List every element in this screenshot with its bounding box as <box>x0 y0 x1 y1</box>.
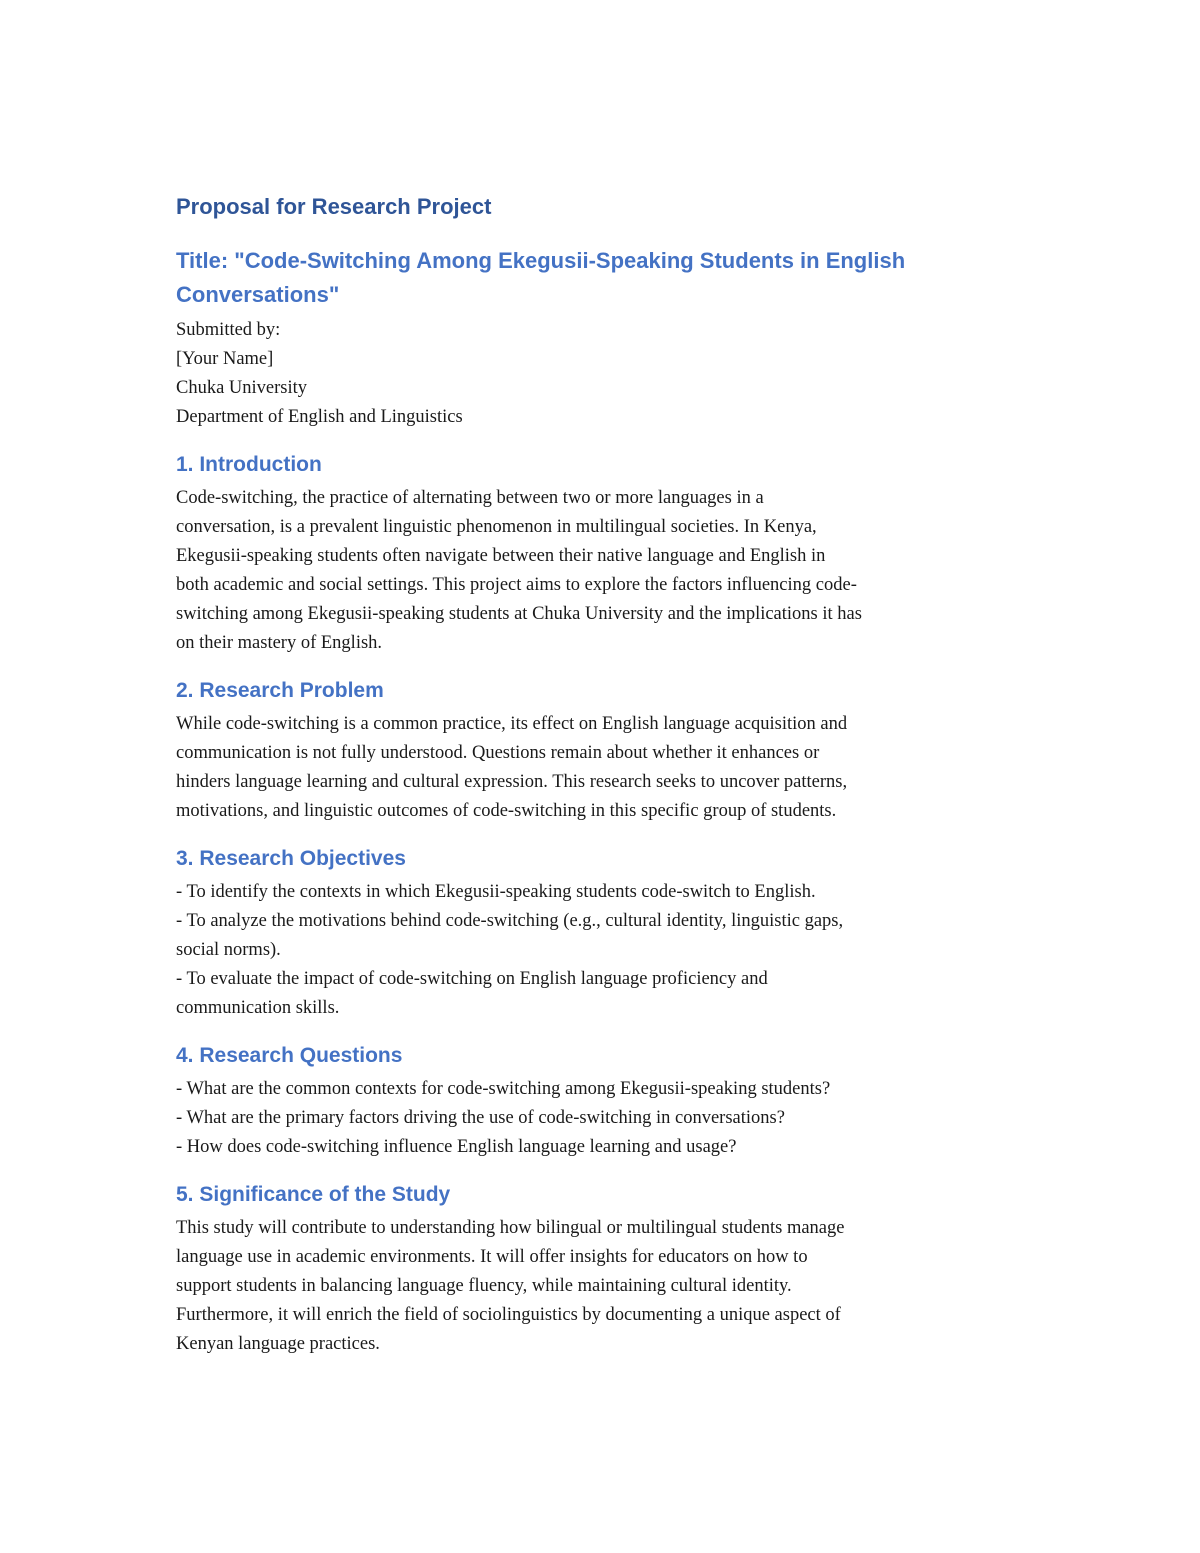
list-item: communication skills. <box>176 998 340 1018</box>
section-research-questions <box>176 1041 1036 1162</box>
section-heading: 3. Research Objectives <box>176 847 406 870</box>
submitted-by-label: Submitted by: <box>176 320 281 340</box>
document-title: Proposal for Research Project <box>176 194 492 219</box>
text-line: motivations, and linguistic outcomes of code-switching in this specific group of students. <box>176 801 837 821</box>
section-heading: 4. Research Questions <box>176 1044 403 1067</box>
project-title-line-1: Title: "Code-Switching Among Ekegusii-Speaking Students in English <box>176 248 906 273</box>
project-title <box>176 244 1036 312</box>
submission-info <box>176 316 1036 432</box>
text-line: This study will contribute to understanding how bilingual or multilingual students manage <box>176 1218 845 1238</box>
text-line: language use in academic environments. It will offer insights for educators on how to <box>176 1247 808 1267</box>
section-paragraph <box>176 1214 1036 1359</box>
section-paragraph <box>176 710 1036 826</box>
list-item: - What are the common contexts for code-switching among Ekegusii-speaking students? <box>176 1079 831 1099</box>
project-title-line-2: Conversations" <box>176 282 340 307</box>
text-line: Furthermore, it will enrich the field of sociolinguistics by documenting a unique aspect of <box>176 1305 841 1325</box>
section-heading: 2. Research Problem <box>176 679 384 702</box>
text-line: both academic and social settings. This project aims to explore the factors influencing code- <box>176 575 857 595</box>
list-item: - What are the primary factors driving the use of code-switching in conversations? <box>176 1108 785 1128</box>
author-name: [Your Name] <box>176 349 274 369</box>
section-heading: 5. Significance of the Study <box>176 1183 451 1206</box>
university-name: Chuka University <box>176 378 308 398</box>
text-line: Code-switching, the practice of alternating between two or more languages in a <box>176 488 764 508</box>
section-heading: 1. Introduction <box>176 453 322 476</box>
section-research-problem <box>176 676 1036 826</box>
list-item: - To analyze the motivations behind code-switching (e.g., cultural identity, linguistic gaps, <box>176 911 844 931</box>
questions-list <box>176 1075 1036 1162</box>
list-item: social norms). <box>176 940 281 960</box>
objectives-list <box>176 878 1036 1023</box>
list-item: - How does code-switching influence English language learning and usage? <box>176 1137 737 1157</box>
list-item: - To evaluate the impact of code-switching on English language proficiency and <box>176 969 768 989</box>
text-line: switching among Ekegusii-speaking students at Chuka University and the implications it has <box>176 604 862 624</box>
document-body <box>176 190 1036 1359</box>
section-introduction <box>176 450 1036 658</box>
text-line: hinders language learning and cultural expression. This research seeks to uncover patterns, <box>176 772 848 792</box>
text-line: Ekegusii-speaking students often navigate between their native language and English in <box>176 546 826 566</box>
text-line: on their mastery of English. <box>176 633 383 653</box>
department-name: Department of English and Linguistics <box>176 407 463 427</box>
section-research-objectives <box>176 844 1036 1023</box>
text-line: Kenyan language practices. <box>176 1334 380 1354</box>
section-significance <box>176 1180 1036 1359</box>
text-line: While code-switching is a common practice, its effect on English language acquisition and <box>176 714 848 734</box>
text-line: conversation, is a prevalent linguistic phenomenon in multilingual societies. In Kenya, <box>176 517 817 537</box>
list-item: - To identify the contexts in which Ekegusii-speaking students code-switch to English. <box>176 882 816 902</box>
text-line: communication is not fully understood. Questions remain about whether it enhances or <box>176 743 820 763</box>
section-paragraph <box>176 484 1036 658</box>
text-line: support students in balancing language fluency, while maintaining cultural identity. <box>176 1276 792 1296</box>
